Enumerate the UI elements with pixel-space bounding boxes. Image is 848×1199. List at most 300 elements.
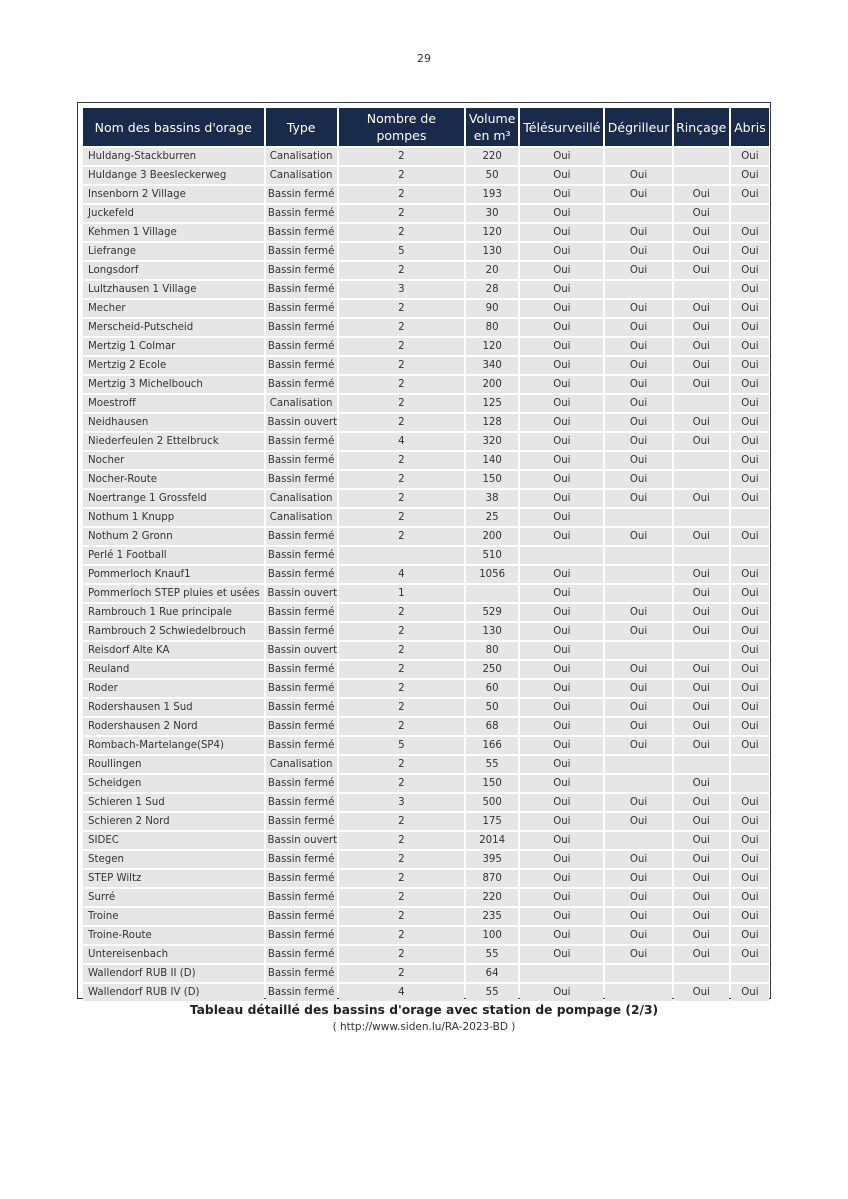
table-row xyxy=(83,186,769,203)
cell-telesurveille: Oui xyxy=(520,680,603,697)
cell-degrilleur: Oui xyxy=(605,167,671,184)
cell-volume: 28 xyxy=(466,281,518,298)
cell-type: Bassin fermé xyxy=(266,661,337,678)
cell-nom: Rambrouch 2 Schwiedelbrouch xyxy=(83,623,264,640)
cell-degrilleur: Oui xyxy=(605,699,671,716)
cell-type: Bassin ouvert xyxy=(266,832,337,849)
cell-pompes: 2 xyxy=(339,908,464,925)
cell-volume: 150 xyxy=(466,775,518,792)
cell-type: Bassin fermé xyxy=(266,300,337,317)
cell-volume: 200 xyxy=(466,528,518,545)
cell-volume: 38 xyxy=(466,490,518,507)
table-row xyxy=(83,490,769,507)
cell-type: Bassin ouvert xyxy=(266,414,337,431)
cell-rincage: Oui xyxy=(674,680,729,697)
cell-abris: Oui xyxy=(731,186,769,203)
cell-pompes: 2 xyxy=(339,623,464,640)
cell-pompes: 2 xyxy=(339,661,464,678)
cell-rincage: Oui xyxy=(674,661,729,678)
cell-telesurveille: Oui xyxy=(520,395,603,412)
cell-pompes: 2 xyxy=(339,604,464,621)
cell-type: Bassin fermé xyxy=(266,908,337,925)
cell-pompes: 2 xyxy=(339,319,464,336)
cell-volume: 55 xyxy=(466,756,518,773)
cell-volume: 64 xyxy=(466,965,518,982)
cell-nom: Liefrange xyxy=(83,243,264,260)
cell-nom: Juckefeld xyxy=(83,205,264,222)
cell-degrilleur: Oui xyxy=(605,357,671,374)
header-telesurveille: Télésurveillé xyxy=(520,108,603,146)
cell-telesurveille: Oui xyxy=(520,262,603,279)
cell-pompes: 4 xyxy=(339,566,464,583)
cell-rincage: Oui xyxy=(674,224,729,241)
cell-abris: Oui xyxy=(731,243,769,260)
header-abris: Abris xyxy=(731,108,769,146)
cell-degrilleur: Oui xyxy=(605,471,671,488)
table-row xyxy=(83,718,769,735)
cell-rincage: Oui xyxy=(674,737,729,754)
cell-rincage xyxy=(674,167,729,184)
cell-volume: 193 xyxy=(466,186,518,203)
cell-nom: Rambrouch 1 Rue principale xyxy=(83,604,264,621)
cell-volume: 2014 xyxy=(466,832,518,849)
table-row xyxy=(83,965,769,982)
cell-telesurveille: Oui xyxy=(520,148,603,165)
cell-volume: 60 xyxy=(466,680,518,697)
cell-rincage: Oui xyxy=(674,604,729,621)
cell-degrilleur: Oui xyxy=(605,661,671,678)
cell-pompes: 2 xyxy=(339,528,464,545)
cell-abris: Oui xyxy=(731,832,769,849)
cell-type: Bassin fermé xyxy=(266,433,337,450)
cell-nom: Pommerloch STEP pluies et usées xyxy=(83,585,264,602)
table-row xyxy=(83,300,769,317)
cell-telesurveille: Oui xyxy=(520,813,603,830)
cell-abris: Oui xyxy=(731,395,769,412)
cell-nom: STEP Wiltz xyxy=(83,870,264,887)
cell-type: Bassin fermé xyxy=(266,870,337,887)
cell-type: Bassin fermé xyxy=(266,737,337,754)
cell-degrilleur: Oui xyxy=(605,851,671,868)
cell-degrilleur: Oui xyxy=(605,623,671,640)
cell-rincage: Oui xyxy=(674,718,729,735)
cell-degrilleur xyxy=(605,148,671,165)
cell-type: Bassin fermé xyxy=(266,338,337,355)
cell-nom: Troine xyxy=(83,908,264,925)
cell-volume: 68 xyxy=(466,718,518,735)
table-row xyxy=(83,281,769,298)
cell-telesurveille: Oui xyxy=(520,908,603,925)
cell-pompes: 1 xyxy=(339,585,464,602)
cell-abris xyxy=(731,756,769,773)
cell-pompes: 2 xyxy=(339,927,464,944)
cell-volume: 320 xyxy=(466,433,518,450)
cell-rincage: Oui xyxy=(674,338,729,355)
cell-nom: Merscheid-Putscheid xyxy=(83,319,264,336)
cell-volume: 340 xyxy=(466,357,518,374)
cell-telesurveille: Oui xyxy=(520,794,603,811)
cell-telesurveille: Oui xyxy=(520,433,603,450)
cell-telesurveille: Oui xyxy=(520,471,603,488)
cell-abris: Oui xyxy=(731,699,769,716)
cell-degrilleur: Oui xyxy=(605,490,671,507)
cell-degrilleur: Oui xyxy=(605,889,671,906)
cell-rincage xyxy=(674,965,729,982)
cell-pompes: 2 xyxy=(339,395,464,412)
table-row xyxy=(83,319,769,336)
cell-nom: Rombach-Martelange(SP4) xyxy=(83,737,264,754)
cell-type: Canalisation xyxy=(266,395,337,412)
cell-abris: Oui xyxy=(731,889,769,906)
cell-telesurveille: Oui xyxy=(520,224,603,241)
cell-volume: 200 xyxy=(466,376,518,393)
cell-type: Bassin ouvert xyxy=(266,642,337,659)
table-body xyxy=(83,148,769,1001)
cell-volume: 25 xyxy=(466,509,518,526)
cell-nom: Roullingen xyxy=(83,756,264,773)
cell-rincage: Oui xyxy=(674,908,729,925)
source-link: ( http://www.siden.lu/RA-2023-BD ) xyxy=(332,1021,516,1033)
cell-pompes: 2 xyxy=(339,509,464,526)
cell-volume: 100 xyxy=(466,927,518,944)
cell-volume: 80 xyxy=(466,642,518,659)
table-row xyxy=(83,376,769,393)
cell-rincage: Oui xyxy=(674,319,729,336)
cell-pompes: 2 xyxy=(339,642,464,659)
cell-telesurveille: Oui xyxy=(520,509,603,526)
table-row xyxy=(83,737,769,754)
cell-rincage xyxy=(674,281,729,298)
cell-pompes: 2 xyxy=(339,813,464,830)
cell-pompes: 2 xyxy=(339,775,464,792)
header-degrilleur: Dégrilleur xyxy=(605,108,671,146)
table-row xyxy=(83,224,769,241)
cell-degrilleur: Oui xyxy=(605,243,671,260)
cell-pompes: 2 xyxy=(339,851,464,868)
cell-degrilleur: Oui xyxy=(605,737,671,754)
cell-volume: 140 xyxy=(466,452,518,469)
cell-telesurveille: Oui xyxy=(520,623,603,640)
cell-rincage: Oui xyxy=(674,794,729,811)
cell-telesurveille: Oui xyxy=(520,414,603,431)
page-number: 29 xyxy=(417,52,431,65)
cell-telesurveille: Oui xyxy=(520,566,603,583)
cell-abris: Oui xyxy=(731,490,769,507)
cell-abris: Oui xyxy=(731,319,769,336)
cell-volume: 510 xyxy=(466,547,518,564)
cell-nom: Nocher xyxy=(83,452,264,469)
cell-volume: 395 xyxy=(466,851,518,868)
cell-abris: Oui xyxy=(731,433,769,450)
cell-type: Bassin fermé xyxy=(266,718,337,735)
cell-volume: 529 xyxy=(466,604,518,621)
cell-degrilleur: Oui xyxy=(605,395,671,412)
cell-telesurveille: Oui xyxy=(520,870,603,887)
cell-type: Bassin fermé xyxy=(266,680,337,697)
cell-degrilleur xyxy=(605,281,671,298)
cell-abris: Oui xyxy=(731,946,769,963)
cell-degrilleur: Oui xyxy=(605,376,671,393)
cell-degrilleur: Oui xyxy=(605,813,671,830)
cell-rincage: Oui xyxy=(674,243,729,260)
cell-pompes: 2 xyxy=(339,889,464,906)
cell-rincage: Oui xyxy=(674,813,729,830)
cell-degrilleur xyxy=(605,566,671,583)
cell-volume: 150 xyxy=(466,471,518,488)
cell-pompes: 2 xyxy=(339,832,464,849)
cell-abris: Oui xyxy=(731,984,769,1001)
cell-telesurveille: Oui xyxy=(520,205,603,222)
cell-telesurveille: Oui xyxy=(520,927,603,944)
cell-type: Bassin fermé xyxy=(266,604,337,621)
cell-abris: Oui xyxy=(731,908,769,925)
cell-telesurveille: Oui xyxy=(520,585,603,602)
cell-nom: Rodershausen 1 Sud xyxy=(83,699,264,716)
cell-abris: Oui xyxy=(731,604,769,621)
cell-nom: Noertrange 1 Grossfeld xyxy=(83,490,264,507)
table-row xyxy=(83,813,769,830)
cell-telesurveille xyxy=(520,965,603,982)
table-row xyxy=(83,851,769,868)
cell-degrilleur xyxy=(605,509,671,526)
cell-volume: 20 xyxy=(466,262,518,279)
cell-volume xyxy=(466,585,518,602)
cell-type: Bassin fermé xyxy=(266,813,337,830)
cell-rincage: Oui xyxy=(674,566,729,583)
cell-degrilleur: Oui xyxy=(605,946,671,963)
cell-rincage: Oui xyxy=(674,889,729,906)
cell-pompes: 2 xyxy=(339,338,464,355)
cell-telesurveille: Oui xyxy=(520,167,603,184)
cell-type: Bassin fermé xyxy=(266,623,337,640)
header-nom: Nom des bassins d'orage xyxy=(83,108,264,146)
cell-nom: Stegen xyxy=(83,851,264,868)
cell-rincage: Oui xyxy=(674,490,729,507)
cell-volume: 120 xyxy=(466,224,518,241)
cell-volume: 130 xyxy=(466,623,518,640)
cell-rincage: Oui xyxy=(674,870,729,887)
cell-degrilleur xyxy=(605,965,671,982)
cell-pompes: 2 xyxy=(339,699,464,716)
cell-type: Canalisation xyxy=(266,148,337,165)
cell-type: Canalisation xyxy=(266,509,337,526)
cell-pompes: 5 xyxy=(339,737,464,754)
cell-type: Bassin fermé xyxy=(266,927,337,944)
cell-abris: Oui xyxy=(731,414,769,431)
cell-type: Bassin fermé xyxy=(266,319,337,336)
cell-abris xyxy=(731,965,769,982)
cell-rincage: Oui xyxy=(674,699,729,716)
cell-pompes: 2 xyxy=(339,718,464,735)
cell-degrilleur: Oui xyxy=(605,300,671,317)
cell-degrilleur xyxy=(605,756,671,773)
cell-abris: Oui xyxy=(731,528,769,545)
cell-abris: Oui xyxy=(731,376,769,393)
cell-degrilleur xyxy=(605,832,671,849)
cell-telesurveille: Oui xyxy=(520,851,603,868)
table-row xyxy=(83,889,769,906)
table-frame xyxy=(77,102,771,999)
cell-rincage: Oui xyxy=(674,357,729,374)
cell-type: Bassin ouvert xyxy=(266,585,337,602)
cell-nom: Wallendorf RUB IV (D) xyxy=(83,984,264,1001)
cell-pompes: 5 xyxy=(339,243,464,260)
cell-degrilleur xyxy=(605,775,671,792)
table-row xyxy=(83,775,769,792)
cell-degrilleur: Oui xyxy=(605,604,671,621)
cell-degrilleur: Oui xyxy=(605,718,671,735)
cell-degrilleur: Oui xyxy=(605,433,671,450)
cell-pompes: 2 xyxy=(339,376,464,393)
cell-volume: 130 xyxy=(466,243,518,260)
cell-pompes: 2 xyxy=(339,357,464,374)
cell-abris xyxy=(731,775,769,792)
cell-type: Bassin fermé xyxy=(266,965,337,982)
cell-type: Bassin fermé xyxy=(266,471,337,488)
cell-telesurveille: Oui xyxy=(520,490,603,507)
cell-type: Bassin fermé xyxy=(266,566,337,583)
cell-abris: Oui xyxy=(731,794,769,811)
cell-nom: Mertzig 3 Michelbouch xyxy=(83,376,264,393)
cell-telesurveille xyxy=(520,547,603,564)
cell-abris: Oui xyxy=(731,661,769,678)
table-row xyxy=(83,870,769,887)
cell-degrilleur: Oui xyxy=(605,680,671,697)
cell-degrilleur: Oui xyxy=(605,224,671,241)
cell-volume: 125 xyxy=(466,395,518,412)
cell-rincage: Oui xyxy=(674,832,729,849)
cell-abris: Oui xyxy=(731,262,769,279)
cell-nom: Moestroff xyxy=(83,395,264,412)
table-row xyxy=(83,585,769,602)
table-row xyxy=(83,946,769,963)
cell-rincage: Oui xyxy=(674,262,729,279)
table-row xyxy=(83,661,769,678)
table-row xyxy=(83,357,769,374)
cell-type: Bassin fermé xyxy=(266,262,337,279)
cell-rincage: Oui xyxy=(674,623,729,640)
cell-abris: Oui xyxy=(731,167,769,184)
cell-volume: 220 xyxy=(466,889,518,906)
cell-telesurveille: Oui xyxy=(520,528,603,545)
cell-nom: Huldang-Stackburren xyxy=(83,148,264,165)
table-row xyxy=(83,794,769,811)
cell-type: Bassin fermé xyxy=(266,851,337,868)
cell-abris: Oui xyxy=(731,471,769,488)
cell-telesurveille: Oui xyxy=(520,452,603,469)
cell-degrilleur xyxy=(605,585,671,602)
cell-type: Bassin fermé xyxy=(266,186,337,203)
cell-rincage xyxy=(674,395,729,412)
cell-nom: Nothum 1 Knupp xyxy=(83,509,264,526)
cell-rincage: Oui xyxy=(674,946,729,963)
table-row xyxy=(83,566,769,583)
table-row xyxy=(83,262,769,279)
cell-nom: Schieren 1 Sud xyxy=(83,794,264,811)
cell-nom: Mertzig 1 Colmar xyxy=(83,338,264,355)
cell-volume: 50 xyxy=(466,167,518,184)
cell-nom: Wallendorf RUB II (D) xyxy=(83,965,264,982)
cell-rincage xyxy=(674,756,729,773)
cell-type: Bassin fermé xyxy=(266,357,337,374)
cell-abris: Oui xyxy=(731,224,769,241)
cell-abris: Oui xyxy=(731,281,769,298)
table-row xyxy=(83,604,769,621)
basins-table xyxy=(81,106,771,1003)
cell-volume: 128 xyxy=(466,414,518,431)
cell-pompes: 2 xyxy=(339,148,464,165)
cell-volume: 120 xyxy=(466,338,518,355)
cell-type: Bassin fermé xyxy=(266,528,337,545)
cell-telesurveille: Oui xyxy=(520,604,603,621)
table-row xyxy=(83,509,769,526)
cell-telesurveille: Oui xyxy=(520,186,603,203)
cell-nom: Longsdorf xyxy=(83,262,264,279)
cell-telesurveille: Oui xyxy=(520,699,603,716)
cell-telesurveille: Oui xyxy=(520,889,603,906)
cell-pompes: 2 xyxy=(339,167,464,184)
cell-degrilleur: Oui xyxy=(605,794,671,811)
table-row xyxy=(83,395,769,412)
table-row xyxy=(83,623,769,640)
cell-type: Bassin fermé xyxy=(266,243,337,260)
cell-nom: Untereisenbach xyxy=(83,946,264,963)
table-row xyxy=(83,471,769,488)
cell-pompes: 2 xyxy=(339,186,464,203)
cell-telesurveille: Oui xyxy=(520,984,603,1001)
cell-nom: SIDEC xyxy=(83,832,264,849)
cell-rincage: Oui xyxy=(674,851,729,868)
cell-volume: 1056 xyxy=(466,566,518,583)
cell-nom: Perlé 1 Football xyxy=(83,547,264,564)
cell-degrilleur: Oui xyxy=(605,338,671,355)
cell-abris: Oui xyxy=(731,870,769,887)
cell-abris: Oui xyxy=(731,452,769,469)
table-row xyxy=(83,433,769,450)
cell-volume: 175 xyxy=(466,813,518,830)
cell-nom: Roder xyxy=(83,680,264,697)
cell-volume: 55 xyxy=(466,946,518,963)
cell-telesurveille: Oui xyxy=(520,946,603,963)
cell-type: Canalisation xyxy=(266,756,337,773)
table-row xyxy=(83,756,769,773)
cell-degrilleur xyxy=(605,205,671,222)
cell-pompes: 4 xyxy=(339,433,464,450)
cell-abris: Oui xyxy=(731,357,769,374)
cell-degrilleur: Oui xyxy=(605,927,671,944)
cell-type: Bassin fermé xyxy=(266,547,337,564)
cell-degrilleur: Oui xyxy=(605,262,671,279)
cell-rincage xyxy=(674,547,729,564)
cell-volume: 50 xyxy=(466,699,518,716)
cell-pompes: 2 xyxy=(339,946,464,963)
cell-abris: Oui xyxy=(731,585,769,602)
cell-type: Canalisation xyxy=(266,167,337,184)
table-row xyxy=(83,338,769,355)
cell-rincage: Oui xyxy=(674,433,729,450)
cell-pompes: 2 xyxy=(339,414,464,431)
cell-rincage xyxy=(674,509,729,526)
cell-pompes: 2 xyxy=(339,300,464,317)
cell-nom: Troine-Route xyxy=(83,927,264,944)
cell-rincage xyxy=(674,148,729,165)
header-volume: Volume en m³ xyxy=(466,108,518,146)
cell-abris: Oui xyxy=(731,737,769,754)
cell-volume: 90 xyxy=(466,300,518,317)
cell-rincage: Oui xyxy=(674,205,729,222)
cell-type: Bassin fermé xyxy=(266,205,337,222)
cell-degrilleur: Oui xyxy=(605,319,671,336)
